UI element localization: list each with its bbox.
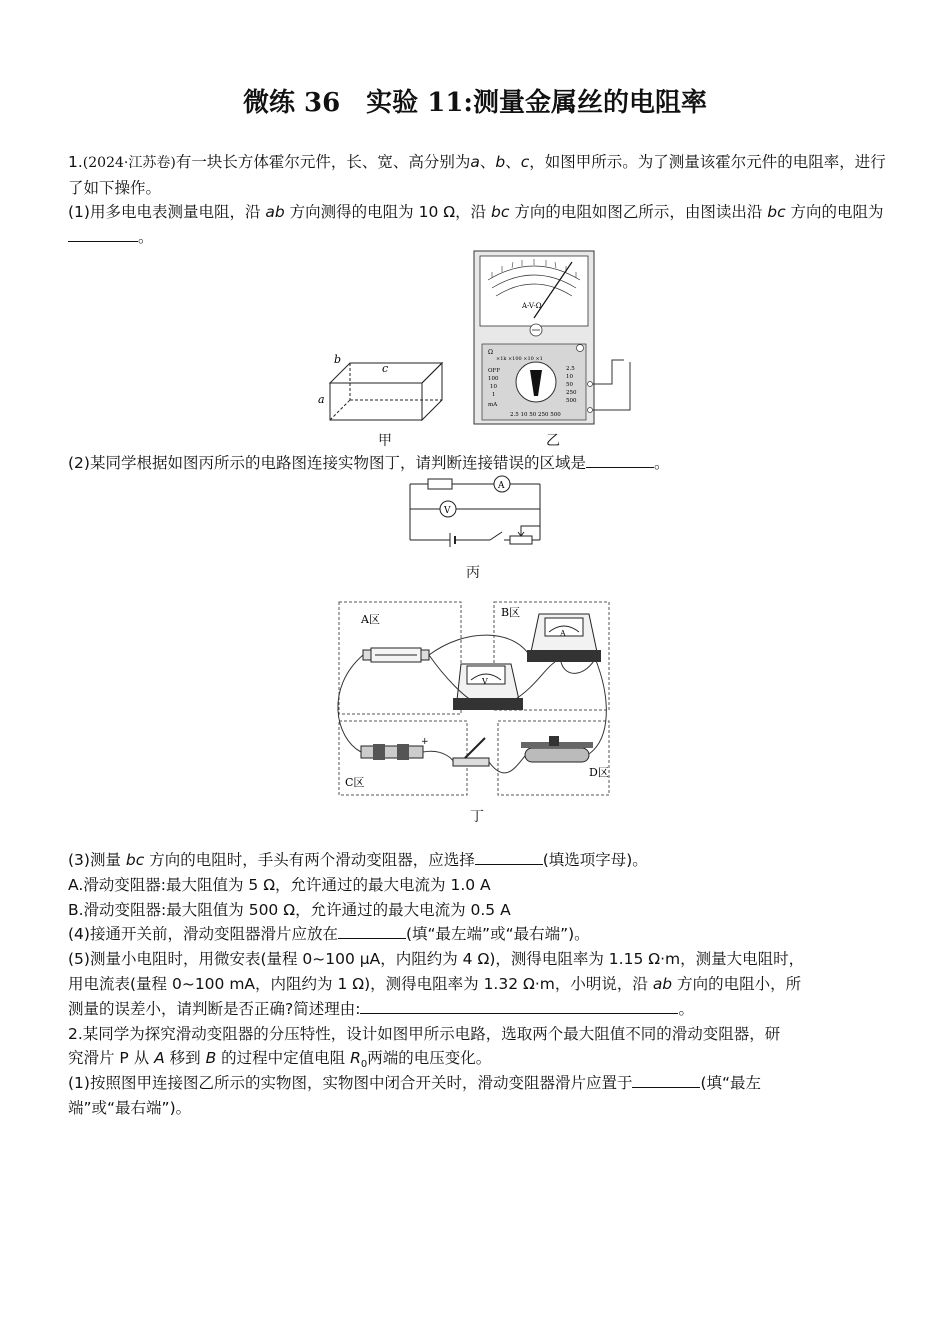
ammeter-component: [527, 614, 601, 662]
answer-blank[interactable]: [360, 997, 678, 1014]
q2-part1-line1: (1)按照图甲连接图乙所示的实物图，实物图中闭合开关时，滑动变阻器滑片应置于 (填“最左: [68, 1071, 888, 1096]
voltmeter-component: [453, 664, 523, 710]
q1-part1: (1)用多电电表测量电阻，沿 ab 方向测得的电阻为 10 Ω，沿 bc 方向的电阻如图乙所示，由图读出沿 bc 方向的电阻为。: [68, 203, 884, 246]
zone-b-label: B区: [501, 606, 521, 619]
q1-part5-line1: (5)测量小电阻时，用微安表(量程 0~100 μA，内阻约为 4 Ω)，测得电阻率为 1.15 Ω·m，测量大电阻时，: [68, 950, 805, 968]
probe-lead-red: [593, 360, 624, 384]
switch-ma-label: mA: [488, 402, 498, 408]
figure-ding-wiring: [335, 598, 615, 800]
q1-option-a: A.滑动变阻器:最大阻值为 5 Ω，允许通过的最大电流为 1.0 A: [68, 876, 491, 894]
page-title: 微练 36 实验 11:测量金属丝的电阻率: [242, 88, 708, 118]
figure-jia-box: [312, 345, 462, 425]
switch-right-1: 2.5: [566, 366, 575, 372]
jack-minus[interactable]: [588, 408, 593, 413]
zone-c-label: C区: [345, 776, 365, 789]
svg-text:+: +: [421, 737, 429, 747]
switch-bottom-label: 2.5 10 50 250 500: [510, 412, 561, 418]
caption-ding: 丁: [470, 809, 484, 825]
figure-yi-multimeter: [472, 250, 637, 425]
svg-text:A: A: [560, 629, 566, 638]
caption-bing: 丙: [466, 565, 480, 581]
switch-left-2: 10: [490, 384, 497, 390]
resistor-rx: [428, 479, 452, 489]
label-c: c: [382, 362, 389, 375]
jack-plus[interactable]: [588, 382, 593, 387]
rheostat-symbol: [510, 536, 532, 544]
answer-blank[interactable]: [338, 922, 406, 939]
switch-component[interactable]: [453, 738, 489, 766]
label-b: b: [334, 353, 342, 366]
switch-left-1: 100: [488, 376, 499, 382]
zone-d-label: D区: [589, 766, 609, 779]
q1-part5-line2: 用电流表(量程 0~100 mA，内阻约为 1 Ω)，测得电阻率为 1.32 Ω·m，小明说，沿 ab 方向的电阻小，所: [68, 975, 802, 993]
switch-right-2: 10: [566, 374, 573, 380]
answer-blank[interactable]: [632, 1071, 700, 1088]
svg-text:V: V: [444, 506, 451, 516]
resistor-component: [363, 648, 429, 662]
q1-part4: (4)接通开关前，滑动变阻器滑片应放在 (填“最左端”或“最右端”)。: [68, 922, 888, 947]
q1-source: (2024·江苏卷): [82, 155, 176, 171]
dial-scale-label: A-V-Ω: [522, 302, 542, 310]
caption-jia: 甲: [378, 433, 392, 449]
q1-option-b: B.滑动变阻器:最大阻值为 500 Ω，允许通过的最大电流为 0.5 A: [68, 901, 511, 919]
answer-blank[interactable]: [586, 451, 654, 468]
rheostat-component[interactable]: [521, 736, 593, 762]
switch-right-4: 250: [566, 390, 577, 396]
caption-yi: 乙: [546, 433, 560, 449]
q1-stem: 1.(2024·江苏卷)有一块长方体霍尔元件，长、宽、高分别为a、b、c，如图甲所示。为了测量该霍尔元件的电阻率，进行了如下操作。: [68, 153, 886, 197]
svg-text:A: A: [498, 481, 505, 491]
q1-part2: (2)某同学根据如图丙所示的电路图连接实物图丁，请判断连接错误的区域是 。: [68, 451, 888, 476]
switch-left-3: 1: [492, 392, 496, 398]
q2-line2: 究滑片 P 从 A 移到 B 的过程中定值电阻 $R_0$两端的电压变化。: [68, 1049, 492, 1071]
battery-component: [361, 737, 429, 760]
svg-text:V: V: [482, 677, 488, 686]
zone-a-label: A区: [361, 613, 380, 626]
q2-part1-line2: 端”或“最右端”)。: [68, 1099, 192, 1117]
switch-right-5: 500: [566, 398, 577, 404]
q1-part3: (3)测量 bc 方向的电阻时，手头有两个滑动变阻器，应选择 (填选项字母)。: [68, 848, 888, 873]
answer-blank[interactable]: [475, 848, 543, 865]
label-a: a: [318, 393, 325, 406]
q1-number: 1.: [68, 153, 83, 171]
answer-blank[interactable]: [68, 225, 138, 242]
switch-ohm-label: Ω: [488, 349, 493, 356]
switch-ranges-label: ×1k ×100 ×10 ×1: [496, 356, 543, 362]
switch-right-3: 50: [566, 382, 573, 388]
q2-line1: 2.某同学为探究滑动变阻器的分压特性，设计如图甲所示电路，选取两个最大阻值不同的滑动变阻器，研: [68, 1025, 781, 1043]
switch-off-label: OFF: [488, 368, 501, 374]
q1-part5-line3: 测量的误差小，请判断是否正确?简述理由: 。: [68, 997, 888, 1022]
figure-bing-circuit: [400, 470, 550, 550]
switch-symbol: [490, 532, 502, 540]
jack-top[interactable]: [577, 345, 584, 352]
